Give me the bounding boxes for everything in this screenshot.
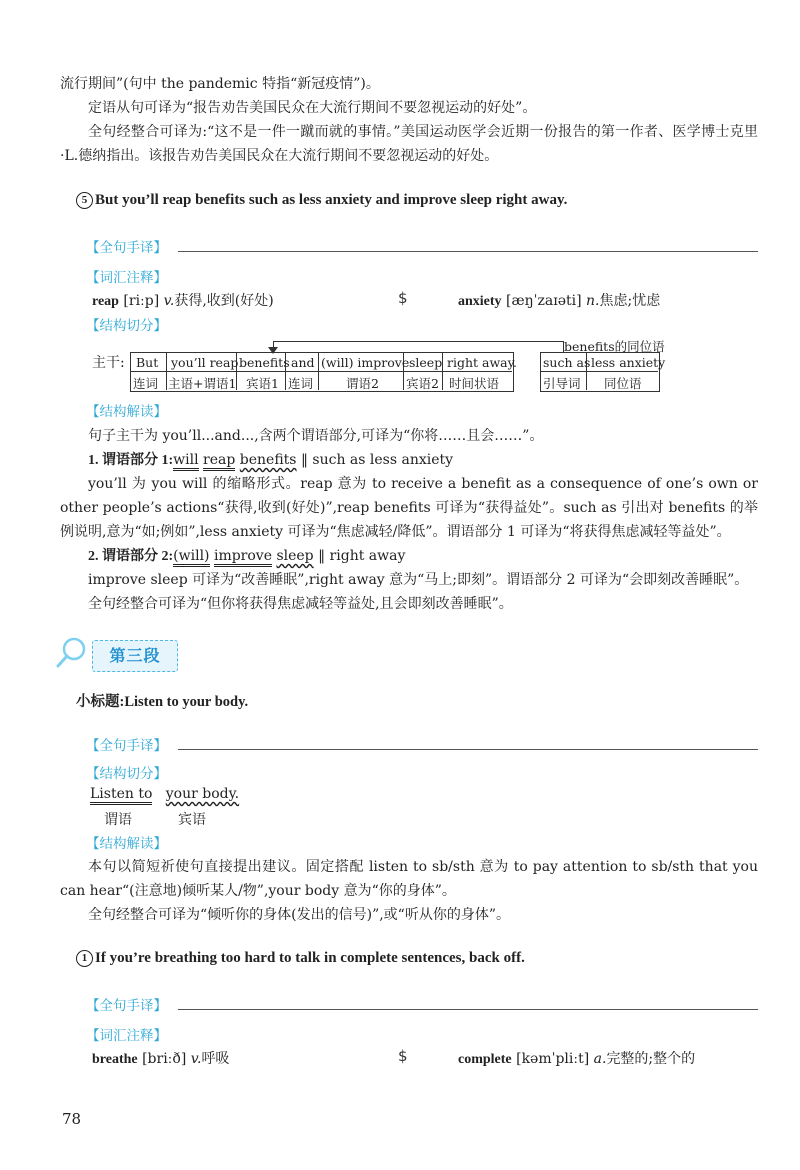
vocab-pos: v. (190, 1051, 202, 1067)
translation-answer-line[interactable] (178, 1009, 758, 1010)
vocab-word: reap (92, 294, 119, 309)
role-label: 宾语 (178, 812, 206, 828)
diagram-word: benefits (239, 355, 290, 370)
intro-line: 流行期间”(句中 the pandemic 特指“新冠疫情”)。 (60, 76, 380, 92)
predicate-word: (will) (173, 548, 209, 567)
vocab-phonetic: [æŋˈzaɪəti] (506, 293, 582, 309)
vocab-entry (458, 290, 660, 310)
vocab-definition: 获得,收到(好处) (174, 293, 274, 309)
vocab-pos: a. (593, 1051, 607, 1067)
diagram-word: sleep (409, 355, 443, 370)
vocab-word: breathe (92, 1052, 138, 1067)
analysis-text: you’ll 为 you will 的缩略形式。reap 意为 to receive a benefit as a consequence of one’s own or other people’s actions“获得,收到(好处)”,reap benefits 可译为“获得益处”。such as 引出对 benefits 的举例说明,意为“如;例如”,less anxiety 可译为“焦虑减轻/降低”。谓语部分 1 可译为“将获得焦虑减轻等益处”。 (60, 476, 758, 540)
diagram-word: (will) improve (321, 355, 410, 370)
vocab-word: anxiety (458, 294, 502, 309)
object-word: sleep (276, 548, 314, 564)
tag-structure-split: 【结构切分】 (86, 318, 167, 334)
diagram-role: 连词 (133, 376, 159, 391)
vocab-entry (92, 1048, 229, 1068)
vocab-word: complete (458, 1052, 512, 1067)
vocab-phonetic: [briːð] (142, 1051, 187, 1067)
sentence-number-badge: 5 (76, 192, 93, 209)
analysis-text: improve sleep 可译为“改善睡眠”,right away 意为“马上;即刻”。谓语部分 2 可译为“会即刻改善睡眠”。 (88, 572, 749, 588)
diagram-word: you’ll reap (171, 355, 239, 370)
vocab-definition: 呼吸 (201, 1051, 230, 1067)
diagram-role: 同位语 (604, 376, 642, 391)
vocab-definition: 完整的;整个的 (606, 1051, 696, 1067)
diagram-word: less anxiety (591, 355, 666, 370)
predicate-word: will (173, 452, 198, 471)
diagram-role: 引导词 (543, 376, 581, 391)
object-word: your body. (165, 786, 240, 802)
tag-full-translation: 【全句手译】 (86, 998, 167, 1014)
point-heading: 1. 谓语部分 1: (88, 453, 174, 468)
subtitle-text: Listen to your body. (124, 694, 249, 710)
vocab-pos: n. (586, 293, 600, 309)
connector-line (273, 341, 563, 342)
section-title: 第三段 (109, 646, 161, 665)
vocab-entry (458, 1048, 695, 1068)
tag-structure-analysis: 【结构解读】 (86, 836, 167, 852)
diagram-word: and (291, 355, 315, 370)
diagram-role: 谓语2 (346, 376, 379, 391)
divider (130, 371, 512, 372)
vocab-entry (92, 290, 274, 310)
intro-paragraph-3: 全句经整合可译为:“这不是一件一蹴而就的事情。”美国运动医学会近期一份报告的第一作者、医学博士克里·L.德纳指出。该报告劝告美国民众在大流行期间不要忽视运动的好处。 (60, 124, 758, 164)
structure-split (90, 786, 239, 802)
tag-structure-analysis: 【结构解读】 (86, 404, 167, 420)
analysis-text: 全句经整合可译为“倾听你的身体(发出的信号)”,或“听从你的身体”。 (88, 907, 511, 923)
sentence-5 (76, 192, 567, 209)
diagram-word: such as (543, 355, 591, 370)
predicate-rest: ‖ right away (313, 548, 406, 564)
predicate-word: Listen to (90, 786, 152, 805)
subtitle (76, 690, 248, 711)
diagram-role: 连词 (288, 376, 314, 391)
diagram-word: But (136, 355, 159, 370)
vocab-phonetic: [riːp] (123, 293, 160, 309)
diagram-word: right away. (447, 355, 518, 370)
tag-structure-split: 【结构切分】 (86, 766, 167, 782)
predicate-word: reap (203, 452, 235, 471)
predicate-rest: ‖ such as less anxiety (296, 452, 454, 468)
diagram-role: 宾语2 (406, 376, 439, 391)
analysis-text: 句子主干为 you’ll...and...,含两个谓语部分,可译为“你将……且会……”。 (88, 428, 544, 444)
tag-full-translation: 【全句手译】 (86, 738, 167, 754)
predicate-part-1 (88, 448, 453, 473)
vocab-pos: v. (163, 293, 175, 309)
diagram-role: 时间状语 (449, 376, 500, 391)
section-heading (92, 640, 178, 672)
tag-vocabulary: 【词汇注释】 (86, 1028, 167, 1044)
point-heading: 2. 谓语部分 2: (88, 549, 174, 564)
intro-paragraph-2: 定语从句可译为“报告劝告美国民众在大流行期间不要忽视运动的好处”。 (88, 100, 537, 116)
analysis-text: 本句以简短祈使句直接提出建议。固定搭配 listen to sb/sth 意为 to pay attention to sb/sth that you can hear“(注意地)倾听某人/物”,your body 意为“你的身体”。 (60, 859, 758, 899)
role-label: 谓语 (104, 812, 132, 828)
translation-answer-line[interactable] (178, 749, 758, 750)
object-word: benefits (239, 452, 297, 468)
magnifier-icon (52, 634, 92, 674)
tag-vocabulary: 【词汇注释】 (86, 270, 167, 286)
vocab-definition: 焦虑;忧虑 (599, 293, 661, 309)
diagram-role: 主语+谓语1 (168, 376, 237, 391)
main-label: 主干: (92, 355, 125, 371)
separator-icon: $ (398, 289, 408, 307)
diagram-role: 宾语1 (246, 376, 279, 391)
sentence-5-text: But you’ll reap benefits such as less anxiety and improve sleep right away. (95, 192, 568, 208)
predicate-part-2 (88, 544, 405, 569)
translation-answer-line[interactable] (178, 251, 758, 252)
appositive-title: benefits的同位语 (564, 339, 665, 354)
vocab-phonetic: [kəmˈpliːt] (516, 1051, 590, 1067)
page-number: 78 (62, 1110, 82, 1128)
subtitle-label: 小标题: (76, 694, 125, 710)
predicate-word: improve (214, 548, 272, 567)
sentence-number-badge: 1 (76, 950, 93, 967)
sentence-1-text: If you’re breathing too hard to talk in complete sentences, back off. (95, 950, 525, 966)
sentence-1 (76, 950, 525, 967)
separator-icon: $ (398, 1047, 408, 1065)
analysis-text: 全句经整合可译为“但你将获得焦虑减轻等益处,且会即刻改善睡眠”。 (88, 596, 513, 612)
tag-full-translation: 【全句手译】 (86, 240, 167, 256)
